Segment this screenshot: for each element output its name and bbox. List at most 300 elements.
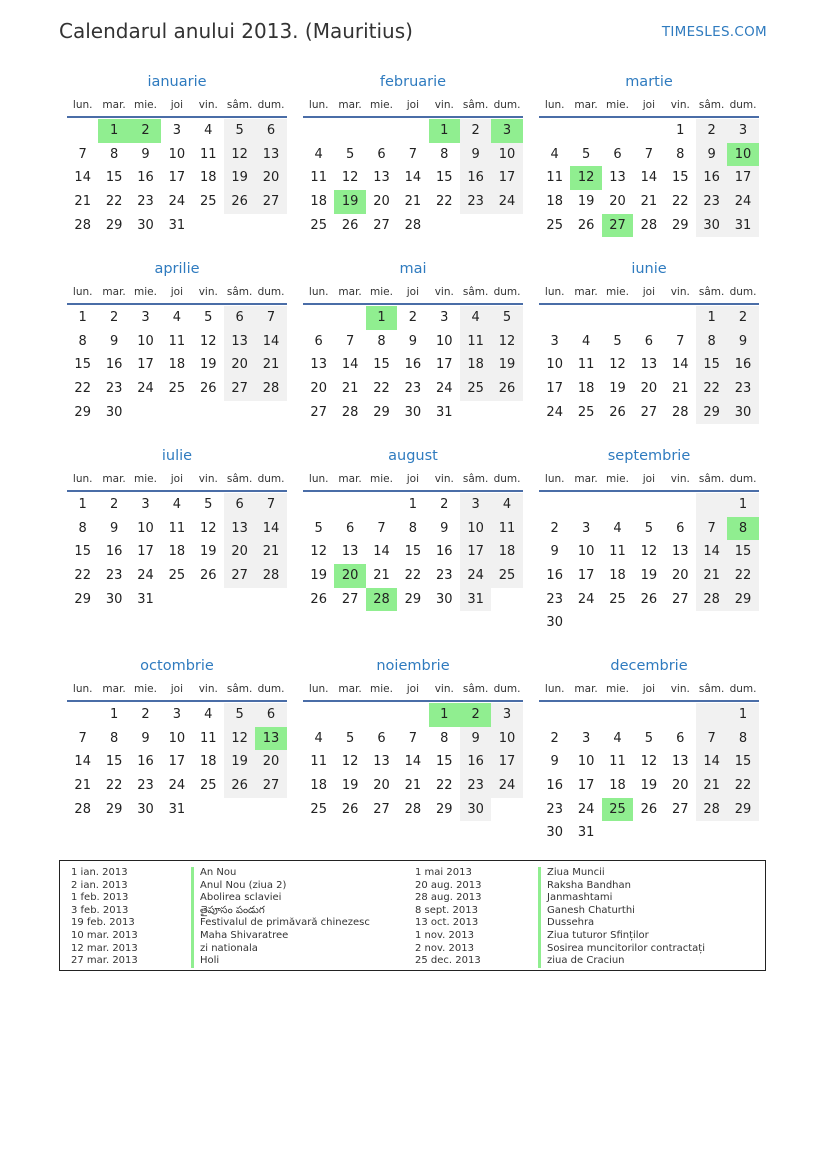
weekday-header xyxy=(303,281,523,305)
day-cell: 30 xyxy=(404,404,422,420)
day-cell: 10 xyxy=(491,143,522,167)
day-cell: 14 xyxy=(671,357,689,373)
day-cell: 19 xyxy=(640,778,658,794)
holiday-name: Holi xyxy=(191,955,370,968)
day-grid xyxy=(303,493,523,611)
day-cell: 1 xyxy=(366,306,397,330)
day-cell: 29 xyxy=(373,404,390,420)
day-cell: 18 xyxy=(310,778,327,794)
day-cell: 27 xyxy=(310,404,327,420)
day-cell: 11 xyxy=(609,754,626,770)
day-cell: 28 xyxy=(74,801,91,817)
month-noiembrie xyxy=(303,654,523,821)
weekday-label: joi xyxy=(406,473,419,485)
day-grid xyxy=(303,703,523,821)
day-cell: 8 xyxy=(408,520,417,536)
day-cell: 2 xyxy=(130,119,161,143)
weekday-label: lun. xyxy=(72,473,93,485)
day-cell: 4 xyxy=(613,730,622,746)
empty-cell xyxy=(224,588,255,612)
day-cell: 9 xyxy=(141,730,150,746)
day-cell: 21 xyxy=(696,774,727,798)
holiday-name: Raksha Bandhan xyxy=(538,880,705,893)
day-cell: 28 xyxy=(74,217,91,233)
day-cell: 12 xyxy=(199,333,217,349)
empty-cell xyxy=(303,306,334,330)
day-cell: 20 xyxy=(255,166,286,190)
weekday-label: mie. xyxy=(134,99,157,111)
empty-cell xyxy=(665,703,696,727)
weekday-header xyxy=(303,94,523,118)
weekday-label: dum. xyxy=(493,99,521,111)
month-septembrie xyxy=(539,444,759,635)
empty-cell xyxy=(633,119,664,143)
day-cell: 23 xyxy=(727,377,758,401)
day-cell: 13 xyxy=(224,330,255,354)
day-cell: 29 xyxy=(74,591,91,607)
day-cell: 13 xyxy=(671,544,689,560)
day-cell: 29 xyxy=(74,404,91,420)
day-cell: 8 xyxy=(696,330,727,354)
day-cell: 26 xyxy=(609,404,626,420)
empty-cell xyxy=(224,214,255,238)
day-cell: 25 xyxy=(577,404,595,420)
empty-cell xyxy=(570,306,601,330)
day-cell: 27 xyxy=(373,801,390,817)
day-cell: 5 xyxy=(345,146,355,162)
day-cell: 27 xyxy=(224,377,255,401)
day-cell: 8 xyxy=(78,333,87,349)
weekday-label: joi xyxy=(170,683,183,695)
day-cell: 27 xyxy=(255,190,286,214)
day-cell: 15 xyxy=(74,544,91,560)
day-cell: 24 xyxy=(460,564,491,588)
day-cell: 1 xyxy=(109,707,119,722)
day-cell: 1 xyxy=(408,497,417,512)
month-name: iulie xyxy=(161,448,193,464)
day-cell: 12 xyxy=(224,143,255,167)
day-cell: 22 xyxy=(373,381,390,397)
empty-cell xyxy=(193,401,224,425)
empty-cell xyxy=(665,493,696,517)
day-cell: 14 xyxy=(255,517,286,541)
day-cell: 3 xyxy=(581,730,591,746)
day-cell: 17 xyxy=(577,778,595,794)
day-cell: 4 xyxy=(460,306,491,330)
empty-cell xyxy=(539,119,570,143)
day-cell: 18 xyxy=(199,170,217,186)
day-cell: 21 xyxy=(404,194,422,210)
day-cell: 27 xyxy=(602,214,633,238)
day-cell: 9 xyxy=(141,146,150,162)
weekday-header xyxy=(303,468,523,492)
empty-cell xyxy=(539,703,570,727)
day-cell: 6 xyxy=(613,146,622,162)
day-cell: 19 xyxy=(199,357,217,373)
day-cell: 13 xyxy=(255,727,286,751)
day-cell: 28 xyxy=(671,404,689,420)
empty-cell xyxy=(224,401,255,425)
day-cell: 27 xyxy=(671,591,689,607)
day-cell: 4 xyxy=(172,310,181,325)
day-cell: 16 xyxy=(546,778,563,794)
day-cell: 1 xyxy=(429,119,460,143)
day-cell: 6 xyxy=(255,703,286,727)
weekday-header xyxy=(539,281,759,305)
weekday-label: sâm. xyxy=(698,99,725,111)
day-cell: 11 xyxy=(199,730,217,746)
month-martie xyxy=(539,70,759,237)
day-cell: 15 xyxy=(727,540,758,564)
day-cell: 15 xyxy=(435,170,453,186)
day-cell: 15 xyxy=(696,353,727,377)
day-cell: 15 xyxy=(404,544,422,560)
day-cell: 4 xyxy=(204,123,213,138)
day-cell: 13 xyxy=(310,357,327,373)
day-cell: 29 xyxy=(727,798,758,822)
weekday-label: lun. xyxy=(72,286,93,298)
holiday-date: 10 mar. 2013 xyxy=(71,929,138,941)
day-cell: 28 xyxy=(255,377,286,401)
empty-cell xyxy=(539,306,570,330)
weekday-header xyxy=(67,281,287,305)
empty-cell xyxy=(161,401,192,425)
day-cell: 18 xyxy=(609,568,626,584)
holiday-date: 1 ian. 2013 xyxy=(71,867,128,878)
day-cell: 29 xyxy=(404,591,422,607)
weekday-label: dum. xyxy=(257,99,285,111)
weekday-label: mie. xyxy=(606,473,629,485)
day-cell: 5 xyxy=(314,520,323,536)
weekday-label: dum. xyxy=(729,473,757,485)
weekday-label: dum. xyxy=(729,99,757,111)
empty-cell xyxy=(161,588,192,612)
holiday-name: ziua de Craciun xyxy=(538,955,705,968)
day-cell: 23 xyxy=(137,194,154,210)
day-cell: 19 xyxy=(577,194,595,210)
day-cell: 26 xyxy=(224,774,255,798)
empty-cell xyxy=(665,611,696,635)
day-cell: 12 xyxy=(341,754,359,770)
day-cell: 20 xyxy=(373,194,390,210)
legend-names-left xyxy=(191,867,370,968)
day-cell: 26 xyxy=(640,801,658,817)
weekday-label: sâm. xyxy=(226,473,253,485)
weekday-label: joi xyxy=(170,473,183,485)
day-cell: 11 xyxy=(577,357,595,373)
empty-cell xyxy=(491,798,522,822)
weekday-label: mar. xyxy=(574,683,598,695)
weekday-label: mar. xyxy=(102,286,126,298)
day-cell: 16 xyxy=(137,754,154,770)
day-cell: 15 xyxy=(727,750,758,774)
day-cell: 8 xyxy=(78,520,87,536)
day-cell: 5 xyxy=(644,520,653,536)
day-cell: 6 xyxy=(345,520,355,536)
holiday-name: Festivalul de primăvară chinezesc xyxy=(191,917,370,930)
empty-cell xyxy=(696,703,727,727)
day-cell: 10 xyxy=(168,146,186,162)
empty-cell xyxy=(397,119,428,143)
day-cell: 17 xyxy=(168,170,186,186)
day-cell: 20 xyxy=(609,194,626,210)
weekday-label: lun. xyxy=(544,286,565,298)
empty-cell xyxy=(67,119,98,143)
day-cell: 2 xyxy=(109,310,119,325)
day-cell: 1 xyxy=(727,703,758,727)
day-cell: 22 xyxy=(435,778,453,794)
day-cell: 11 xyxy=(460,330,491,354)
day-cell: 19 xyxy=(491,353,522,377)
month-decembrie xyxy=(539,654,759,845)
day-cell: 1 xyxy=(727,493,758,517)
empty-cell xyxy=(366,119,397,143)
day-cell: 3 xyxy=(491,703,522,727)
weekday-label: vin. xyxy=(198,473,218,485)
weekday-label: joi xyxy=(170,286,183,298)
day-cell: 12 xyxy=(640,754,658,770)
month-name: ianuarie xyxy=(147,74,207,90)
weekday-label: joi xyxy=(170,99,183,111)
day-cell: 6 xyxy=(224,306,255,330)
weekday-label: lun. xyxy=(72,99,93,111)
day-cell: 4 xyxy=(550,146,559,162)
day-cell: 17 xyxy=(491,166,522,190)
day-cell: 30 xyxy=(435,591,453,607)
day-cell: 8 xyxy=(676,146,685,162)
day-cell: 20 xyxy=(310,381,327,397)
day-cell: 16 xyxy=(460,166,491,190)
weekday-label: vin. xyxy=(670,286,690,298)
day-cell: 3 xyxy=(491,119,522,143)
weekday-label: mie. xyxy=(134,683,157,695)
empty-cell xyxy=(460,214,491,238)
day-cell: 13 xyxy=(373,754,390,770)
day-cell: 25 xyxy=(168,381,186,397)
day-cell: 17 xyxy=(727,166,758,190)
empty-cell xyxy=(334,119,365,143)
day-cell: 11 xyxy=(609,544,626,560)
holiday-date: 19 feb. 2013 xyxy=(71,917,135,929)
day-cell: 11 xyxy=(168,333,186,349)
day-cell: 4 xyxy=(613,520,622,536)
weekday-label: lun. xyxy=(308,99,329,111)
day-cell: 13 xyxy=(609,170,626,186)
empty-cell xyxy=(570,119,601,143)
day-cell: 17 xyxy=(546,381,563,397)
day-cell: 28 xyxy=(640,217,658,233)
holiday-name: An Nou xyxy=(191,867,370,880)
day-cell: 21 xyxy=(404,778,422,794)
day-cell: 10 xyxy=(137,520,154,536)
day-cell: 24 xyxy=(168,778,186,794)
day-cell: 25 xyxy=(168,568,186,584)
weekday-label: dum. xyxy=(493,286,521,298)
day-cell: 13 xyxy=(255,143,286,167)
weekday-label: mie. xyxy=(134,286,157,298)
day-cell: 17 xyxy=(491,750,522,774)
day-cell: 23 xyxy=(137,778,154,794)
day-cell: 14 xyxy=(640,170,658,186)
day-cell: 7 xyxy=(696,517,727,541)
day-cell: 22 xyxy=(404,568,422,584)
day-cell: 13 xyxy=(671,754,689,770)
holiday-name: Ganesh Chaturthi xyxy=(538,905,705,918)
day-grid xyxy=(67,493,287,611)
day-cell: 21 xyxy=(373,568,390,584)
day-cell: 22 xyxy=(435,194,453,210)
day-cell: 25 xyxy=(602,798,633,822)
day-cell: 21 xyxy=(255,353,286,377)
empty-cell xyxy=(570,611,601,635)
empty-cell xyxy=(67,703,98,727)
day-cell: 5 xyxy=(204,310,213,325)
empty-cell xyxy=(334,493,365,517)
day-cell: 27 xyxy=(224,564,255,588)
day-cell: 28 xyxy=(404,217,422,233)
holiday-date: 12 mar. 2013 xyxy=(71,942,138,954)
holiday-name: Ziua tuturor Sfinților xyxy=(538,930,705,943)
day-cell: 6 xyxy=(224,493,255,517)
day-grid xyxy=(67,306,287,424)
day-cell: 5 xyxy=(644,730,653,746)
day-cell: 17 xyxy=(577,568,595,584)
day-cell: 7 xyxy=(255,306,286,330)
day-cell: 1 xyxy=(98,119,129,143)
month-name: noiembrie xyxy=(376,658,450,674)
month-ianuarie xyxy=(67,70,287,237)
day-cell: 28 xyxy=(696,588,727,612)
day-cell: 20 xyxy=(334,564,365,588)
day-cell: 16 xyxy=(696,166,727,190)
day-cell: 11 xyxy=(546,170,563,186)
day-cell: 7 xyxy=(644,146,653,162)
day-cell: 24 xyxy=(168,194,186,210)
holiday-legend xyxy=(59,860,766,971)
day-cell: 9 xyxy=(109,333,119,349)
day-cell: 10 xyxy=(137,333,154,349)
day-cell: 11 xyxy=(199,146,217,162)
empty-cell xyxy=(539,493,570,517)
empty-cell xyxy=(633,493,664,517)
weekday-label: joi xyxy=(642,473,655,485)
day-cell: 22 xyxy=(727,774,758,798)
day-cell: 2 xyxy=(550,730,559,746)
weekday-header xyxy=(67,94,287,118)
weekday-label: dum. xyxy=(493,473,521,485)
day-cell: 28 xyxy=(404,801,422,817)
weekday-label: vin. xyxy=(670,99,690,111)
day-cell: 20 xyxy=(671,778,689,794)
day-cell: 14 xyxy=(74,170,91,186)
day-cell: 17 xyxy=(168,754,186,770)
day-cell: 3 xyxy=(550,333,559,349)
holiday-date: 1 mai 2013 xyxy=(415,867,472,878)
weekday-label: mar. xyxy=(102,99,126,111)
day-cell: 31 xyxy=(137,591,154,607)
day-cell: 16 xyxy=(137,170,154,186)
weekday-label: joi xyxy=(642,683,655,695)
day-cell: 29 xyxy=(671,217,689,233)
day-cell: 3 xyxy=(581,520,591,536)
day-cell: 24 xyxy=(491,190,522,214)
holiday-name: Janmashtami xyxy=(538,892,705,905)
day-cell: 18 xyxy=(577,381,595,397)
day-cell: 6 xyxy=(644,333,653,349)
day-cell: 9 xyxy=(696,143,727,167)
day-cell: 9 xyxy=(440,520,449,536)
day-cell: 3 xyxy=(727,119,758,143)
day-cell: 23 xyxy=(105,381,123,397)
day-cell: 9 xyxy=(460,143,491,167)
weekday-header xyxy=(67,468,287,492)
day-cell: 13 xyxy=(373,170,390,186)
day-cell: 5 xyxy=(581,146,591,162)
month-iunie xyxy=(539,257,759,424)
empty-cell xyxy=(696,493,727,517)
weekday-label: mie. xyxy=(370,286,393,298)
weekday-label: joi xyxy=(406,683,419,695)
weekday-label: lun. xyxy=(544,99,565,111)
day-cell: 6 xyxy=(255,119,286,143)
holiday-date: 1 nov. 2013 xyxy=(415,929,474,941)
month-name: martie xyxy=(625,74,673,90)
day-cell: 24 xyxy=(137,381,154,397)
weekday-label: joi xyxy=(642,99,655,111)
month-mai xyxy=(303,257,523,424)
day-cell: 12 xyxy=(199,520,217,536)
month-octombrie xyxy=(67,654,287,821)
weekday-label: mie. xyxy=(370,683,393,695)
day-cell: 9 xyxy=(460,727,491,751)
day-cell: 16 xyxy=(105,357,123,373)
weekday-label: sâm. xyxy=(226,683,253,695)
day-cell: 28 xyxy=(366,588,397,612)
day-cell: 30 xyxy=(105,404,123,420)
weekday-label: lun. xyxy=(308,286,329,298)
day-cell: 8 xyxy=(440,730,449,746)
day-cell: 30 xyxy=(696,214,727,238)
day-cell: 17 xyxy=(435,357,453,373)
day-cell: 3 xyxy=(440,310,449,325)
brand-link[interactable]: TIMESLES.COM xyxy=(661,24,767,40)
day-cell: 19 xyxy=(341,778,359,794)
weekday-label: dum. xyxy=(257,286,285,298)
day-cell: 15 xyxy=(671,170,689,186)
empty-cell xyxy=(255,401,286,425)
day-cell: 10 xyxy=(577,544,595,560)
holiday-date: 25 dec. 2013 xyxy=(415,955,481,967)
weekday-label: vin. xyxy=(670,683,690,695)
day-cell: 21 xyxy=(74,778,91,794)
day-cell: 14 xyxy=(696,750,727,774)
day-cell: 14 xyxy=(404,170,422,186)
day-cell: 7 xyxy=(255,493,286,517)
empty-cell xyxy=(429,214,460,238)
day-cell: 26 xyxy=(640,591,658,607)
month-name: februarie xyxy=(379,74,447,90)
day-cell: 15 xyxy=(74,357,91,373)
legend-names-right xyxy=(538,867,705,968)
weekday-label: dum. xyxy=(493,683,521,695)
day-cell: 13 xyxy=(224,517,255,541)
day-cell: 31 xyxy=(727,214,758,238)
weekday-header xyxy=(539,94,759,118)
day-cell: 6 xyxy=(377,146,386,162)
empty-cell xyxy=(224,798,255,822)
day-cell: 8 xyxy=(377,333,386,349)
empty-cell xyxy=(633,611,664,635)
